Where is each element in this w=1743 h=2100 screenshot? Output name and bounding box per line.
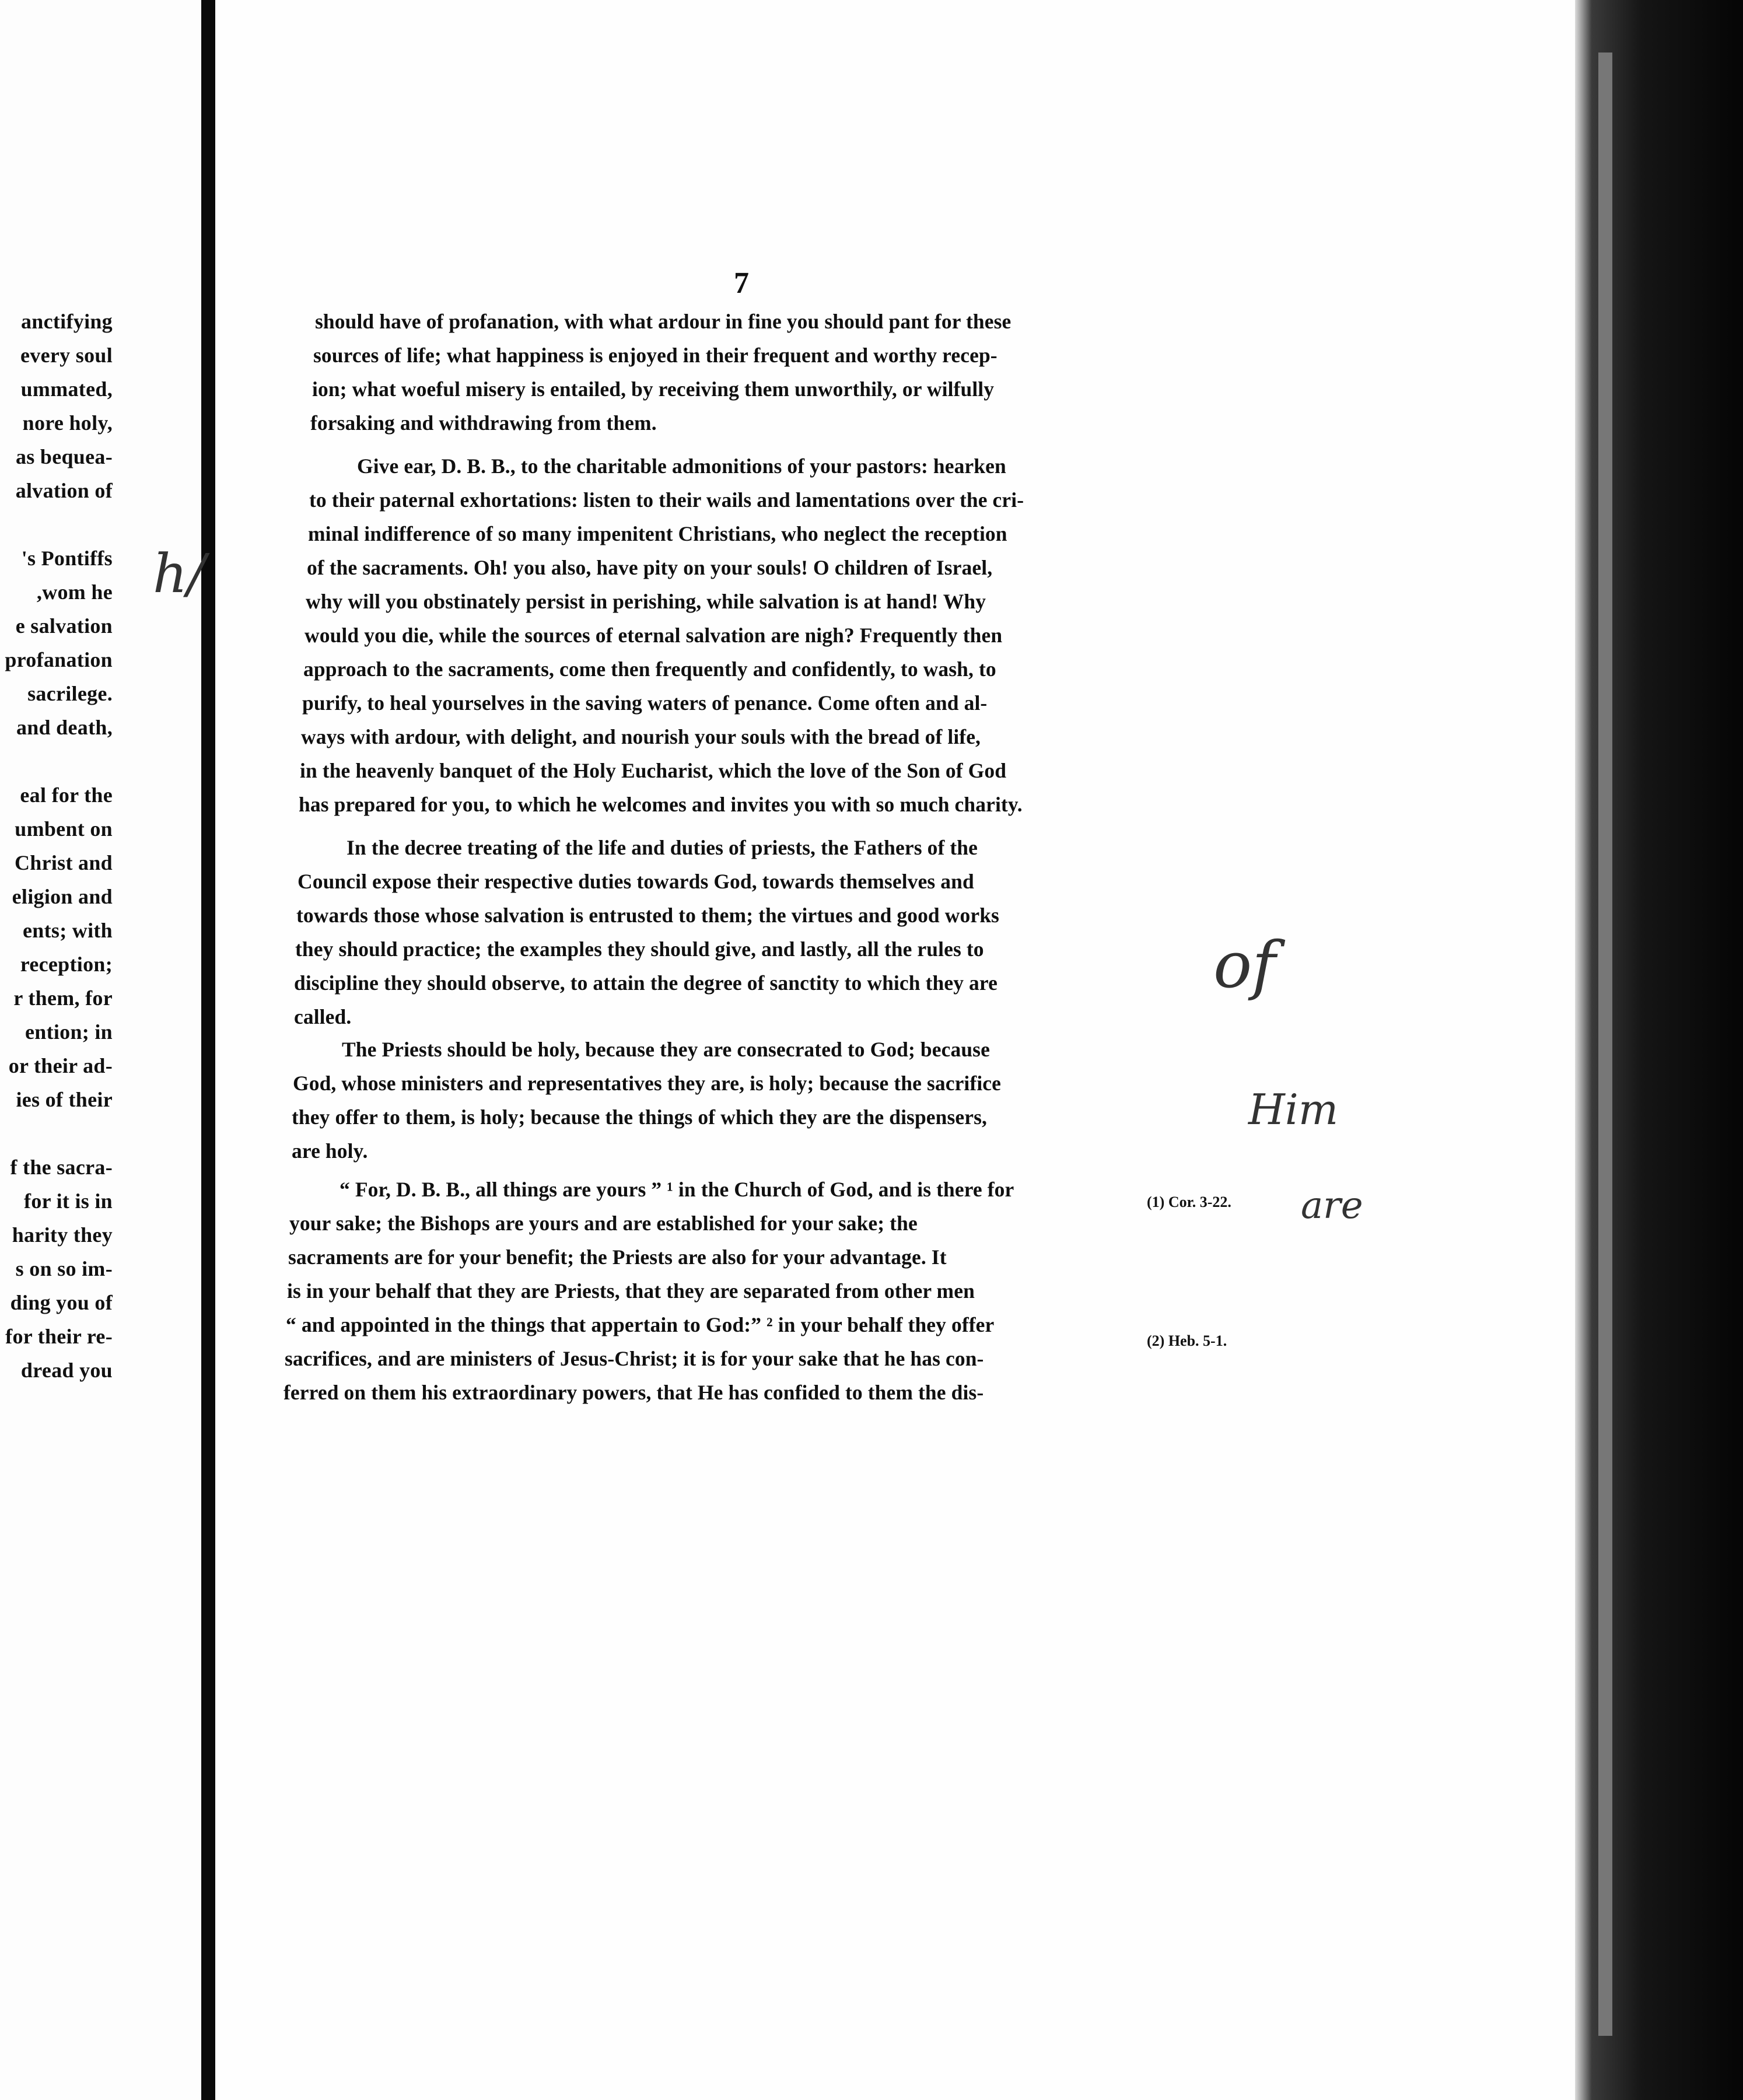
- text-line: your sake; the Bishops are yours and are established for your sake; the: [289, 1212, 918, 1235]
- left-page-line: eal for the: [20, 783, 113, 807]
- handwritten-annotation: Him: [1248, 1085, 1339, 1134]
- text-line: purify, to heal yourselves in the saving waters of penance. Come often and al-: [302, 691, 988, 715]
- text-line: sacrifices, and are ministers of Jesus-Christ; it is for your sake that he has con-: [285, 1347, 984, 1370]
- text-line: called.: [294, 1005, 352, 1028]
- text-line: discipline they should observe, to attain the degree of sanctity to which they are: [294, 971, 998, 995]
- text-line: ion; what woeful misery is entailed, by receiving them unworthily, or wilfully: [312, 377, 995, 401]
- text-line: would you die, while the sources of eternal salvation are nigh? Frequently then: [304, 624, 1003, 647]
- text-line: sources of life; what happiness is enjoyed in their frequent and worthy recep-: [313, 344, 998, 367]
- left-page-line: umbent on: [15, 817, 113, 841]
- left-page-line: eligion and: [12, 885, 113, 908]
- left-page-line: dread you: [20, 1359, 113, 1382]
- text-line: approach to the sacraments, come then frequently and confidently, to wash, to: [303, 657, 996, 681]
- handwritten-annotation: of: [1213, 928, 1276, 1002]
- page-edge-strip: [1598, 52, 1612, 2036]
- text-line: The Priests should be holy, because they are consecrated to God; because: [342, 1038, 990, 1061]
- left-page-line: ,wom he: [36, 580, 113, 604]
- text-line: minal indifference of so many impenitent Christians, who neglect the reception: [308, 522, 1007, 545]
- text-line: of the sacraments. Oh! you also, have pity on your souls! O children of Israel,: [307, 556, 993, 579]
- text-line: they offer to them, is holy; because the things of which they are the dispensers,: [292, 1105, 988, 1129]
- left-facing-page: [0, 0, 201, 2100]
- left-page-line: f the sacra-: [10, 1156, 113, 1179]
- left-page-line: 's Pontiffs: [21, 547, 113, 570]
- handwritten-annotation: are: [1301, 1184, 1363, 1227]
- left-page-line: e salvation: [15, 614, 113, 638]
- left-page-line: as bequea-: [15, 445, 113, 468]
- left-page-line: ents; with: [23, 919, 113, 942]
- left-page-line: Christ and: [14, 851, 113, 874]
- left-page-line: ention; in: [24, 1020, 113, 1044]
- text-line: to their paternal exhortations: listen to their wails and lamentations over the cri-: [309, 488, 1024, 512]
- left-page-line: anctifying: [20, 310, 113, 333]
- text-line: forsaking and withdrawing from them.: [310, 411, 657, 435]
- left-page-line: and death,: [16, 716, 113, 739]
- text-line: in the heavenly banquet of the Holy Eucharist, which the love of the Son of God: [300, 759, 1007, 782]
- text-line: Give ear, D. B. B., to the charitable admonitions of your pastors: hearken: [357, 454, 1006, 478]
- text-line: are holy.: [292, 1139, 368, 1163]
- text-line: ways with ardour, with delight, and nourish your souls with the bread of life,: [301, 725, 981, 748]
- text-line: should have of profanation, with what ardour in fine you should pant for these: [315, 310, 1012, 333]
- text-line: “ and appointed in the things that appertain to God:” ² in your behalf they offer: [286, 1313, 995, 1336]
- page-number: 7: [734, 267, 749, 300]
- text-line: ferred on them his extraordinary powers, that He has confided to them the dis-: [284, 1381, 984, 1404]
- left-page-line: ummated,: [20, 377, 113, 401]
- text-line: sacraments are for your benefit; the Priests are also for your advantage. It: [288, 1245, 947, 1269]
- text-line: “ For, D. B. B., all things are yours ” ¹ in the Church of God, and is there for: [340, 1178, 1014, 1201]
- left-page-line: harity they: [12, 1223, 113, 1247]
- left-page-line: for it is in: [24, 1189, 113, 1213]
- left-page-line: ding you of: [10, 1291, 113, 1314]
- left-page-line: profanation: [5, 648, 113, 671]
- text-line: Council expose their respective duties towards God, towards themselves and: [298, 870, 974, 893]
- text-line: In the decree treating of the life and duties of priests, the Fathers of the: [346, 836, 978, 859]
- text-line: they should practice; the examples they should give, and lastly, all the rules to: [295, 937, 984, 961]
- left-page-line: or their ad-: [8, 1054, 113, 1077]
- left-page-line: alvation of: [15, 479, 113, 502]
- gutter-divider: [201, 0, 215, 2100]
- footnote-ref-2: (2) Heb. 5-1.: [1147, 1332, 1227, 1349]
- text-line: is in your behalf that they are Priests, that they are separated from other men: [287, 1279, 975, 1303]
- text-line: God, whose ministers and representatives they are, is holy; because the sacrifice: [293, 1072, 1001, 1095]
- left-page-line: nore holy,: [22, 411, 113, 435]
- footnote-ref-1: (1) Cor. 3-22.: [1147, 1194, 1231, 1210]
- left-page-line: s on so im-: [15, 1257, 113, 1280]
- handwritten-annotation: h/: [153, 542, 206, 605]
- left-page-line: every soul: [20, 344, 113, 367]
- left-page-line: for their re-: [5, 1325, 113, 1348]
- text-line: towards those whose salvation is entrusted to them; the virtues and good works: [296, 904, 999, 927]
- left-page-line: r them, for: [13, 986, 113, 1010]
- left-page-line: sacrilege.: [27, 682, 113, 705]
- left-page-line: reception;: [20, 953, 113, 976]
- text-line: why will you obstinately persist in perishing, while salvation is at hand! Why: [306, 590, 986, 613]
- left-page-line: ies of their: [16, 1088, 113, 1111]
- text-line: has prepared for you, to which he welcomes and invites you with so much charity.: [299, 793, 1023, 816]
